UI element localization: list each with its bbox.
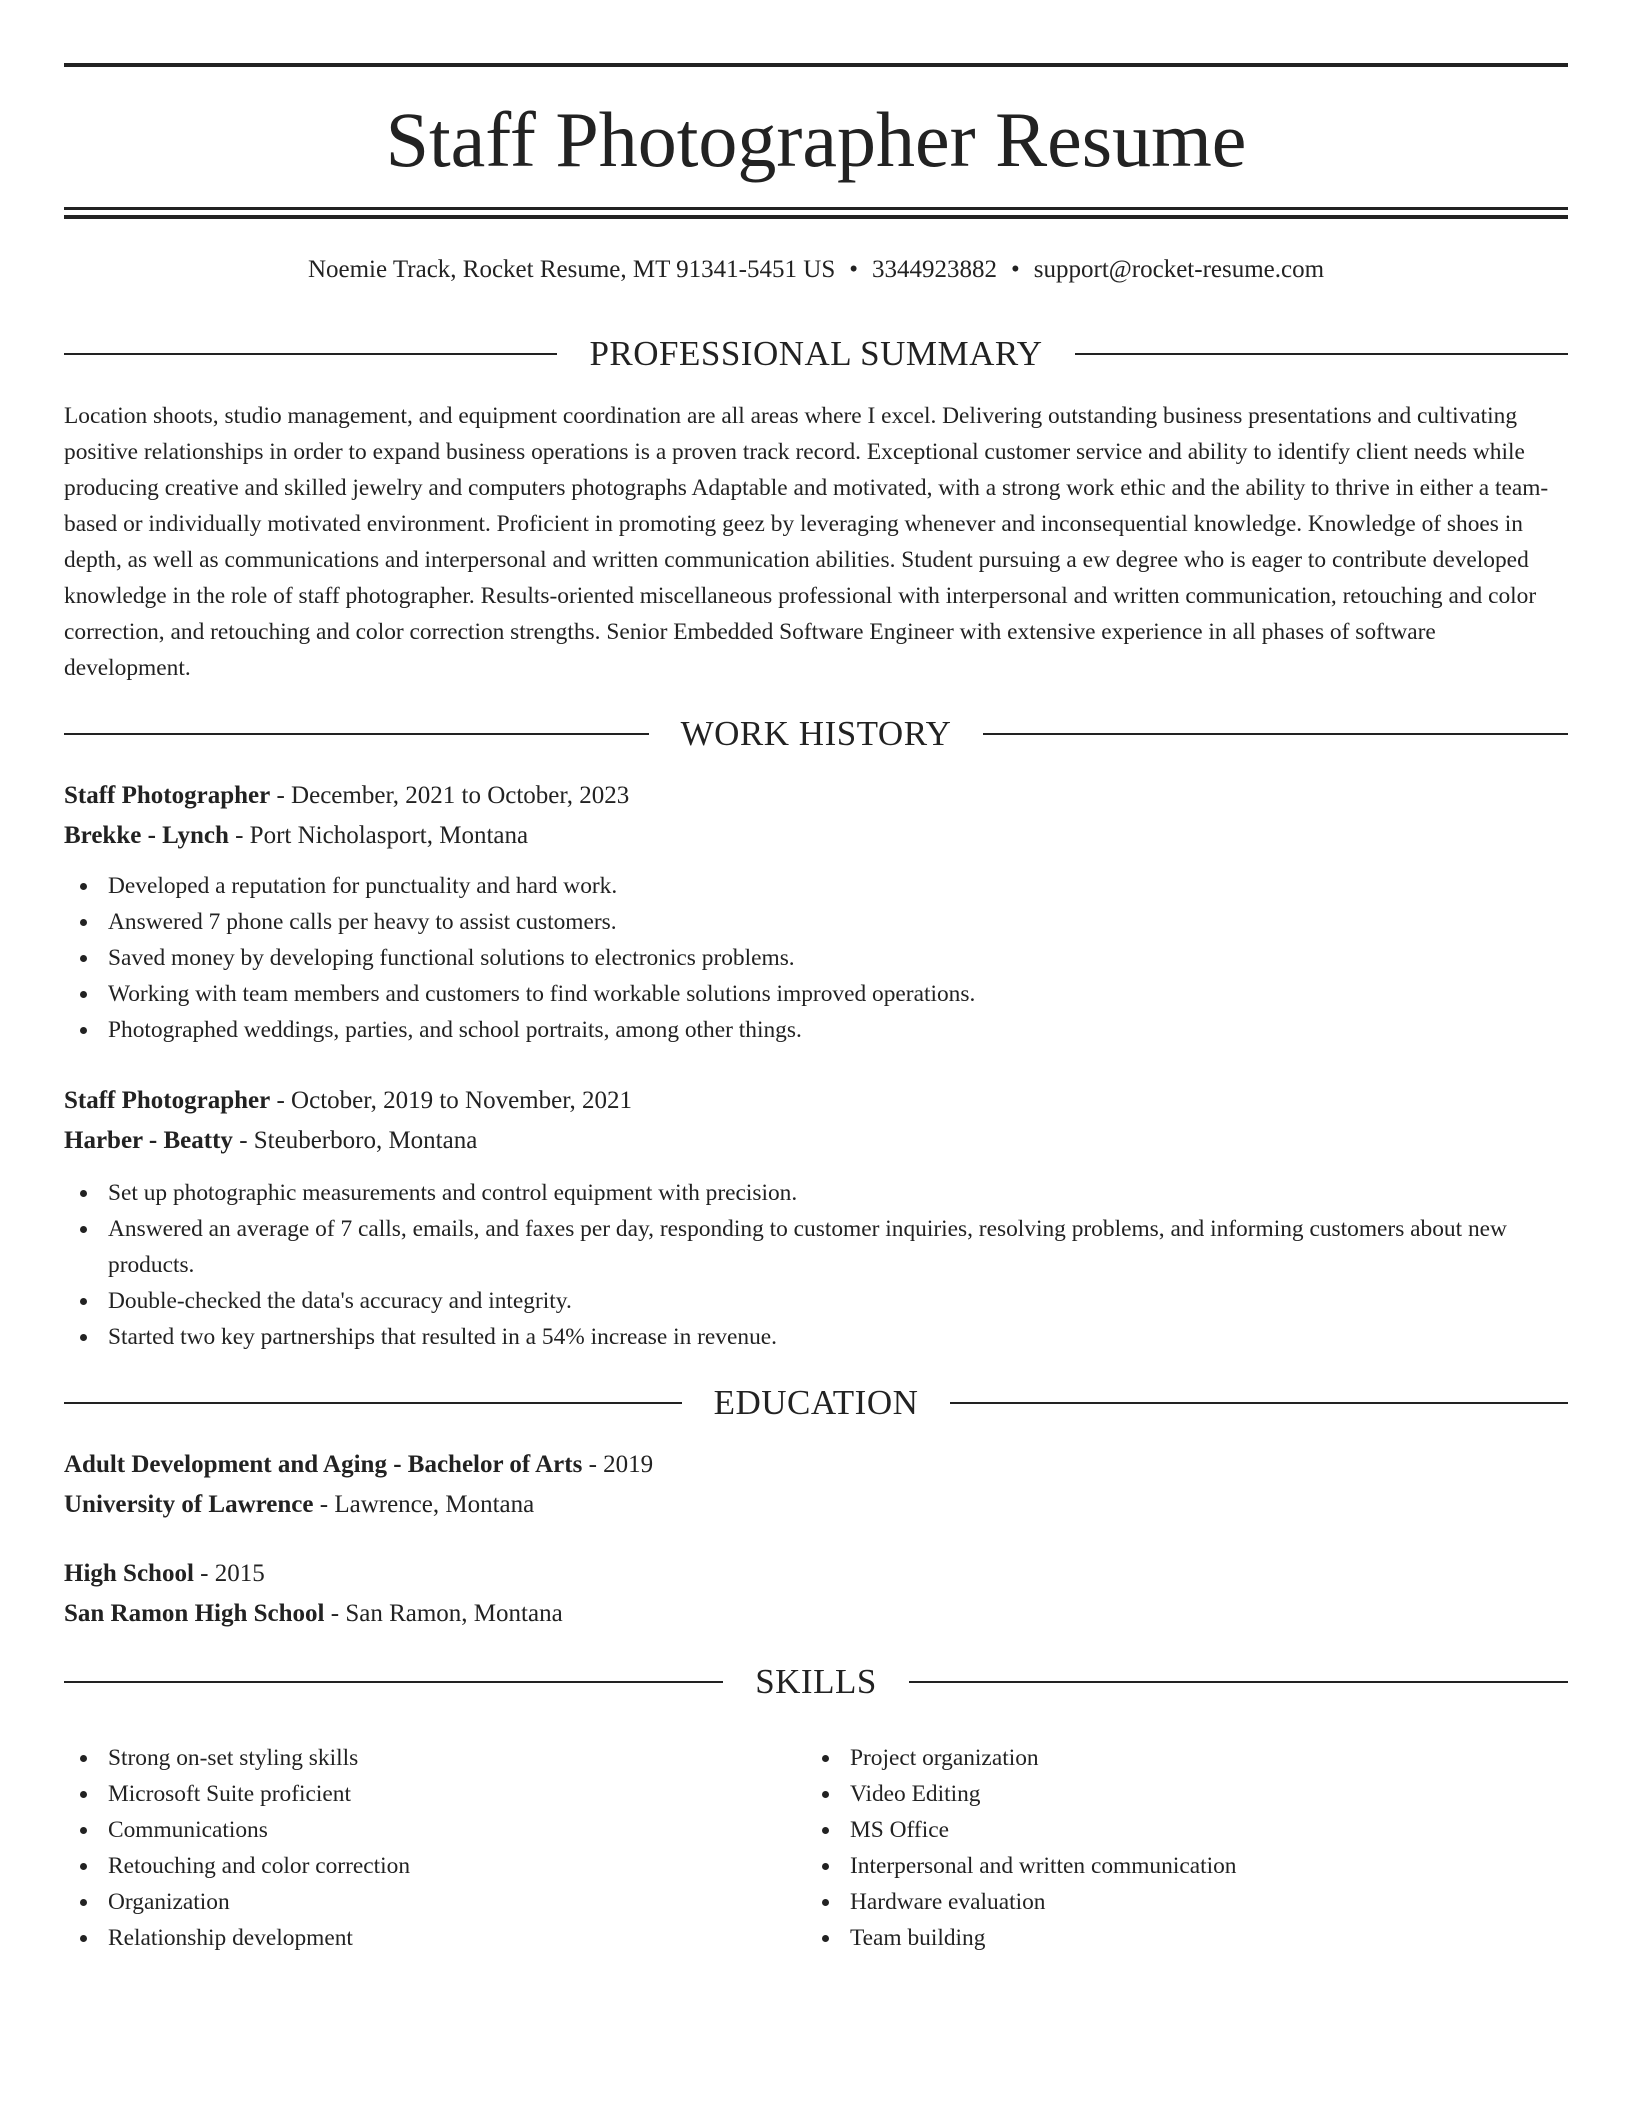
job-title: Staff Photographer bbox=[64, 782, 271, 809]
job-company: Harber - Beatty bbox=[64, 1127, 233, 1154]
contact-phone: 3344923882 bbox=[872, 256, 997, 283]
job-company-line bbox=[64, 1121, 1568, 1161]
job-entry bbox=[64, 1081, 1568, 1355]
skill-item: Retouching and color correction bbox=[64, 1848, 806, 1884]
heading-rule bbox=[1075, 353, 1568, 355]
job-title-line bbox=[64, 1081, 1568, 1121]
job-bullets bbox=[64, 1175, 1568, 1355]
education-school: University of Lawrence bbox=[64, 1491, 314, 1518]
heading-rule bbox=[950, 1402, 1568, 1404]
title-rule-upper bbox=[64, 207, 1568, 210]
education-school-line bbox=[64, 1485, 1568, 1525]
education-year: - 2015 bbox=[193, 1560, 265, 1587]
heading-rule bbox=[64, 1681, 723, 1683]
heading-rule bbox=[64, 353, 557, 355]
heading-rule bbox=[64, 1402, 682, 1404]
education-heading bbox=[64, 1381, 1568, 1425]
title-rule-lower bbox=[64, 215, 1568, 219]
summary-text: Location shoots, studio management, and equipment coordination are all areas where I excel. Delivering outstanding business presentations and cultivating positive relationships in order to expand business operations is a proven track record. Exceptional customer service and ability to identify client needs while producing creative and skilled jewelry and computers photographs Adaptable and motivated, with a strong work ethic and the ability to thrive in either a team-based or individually motivated environment. Proficient in promoting geez by leveraging whenever and inconsequential knowledge. Knowledge of shoes in depth, as well as communications and interpersonal and written communication abilities. Student pursuing a ew degree who is eager to contribute developed knowledge in the role of staff photographer. Results-oriented miscellaneous professional with interpersonal and written communication, retouching and color correction, and retouching and color correction strengths. Senior Embedded Software Engineer with extensive experience in all phases of software development. bbox=[64, 403, 1549, 681]
skill-item: Relationship development bbox=[64, 1920, 806, 1956]
list-item: Answered 7 phone calls per heavy to assist customers. bbox=[64, 904, 1568, 940]
education-degree-line bbox=[64, 1554, 1568, 1594]
list-item: Answered an average of 7 calls, emails, and faxes per day, responding to customer inquiries, resolving problems, and informing customers about new products. bbox=[64, 1211, 1568, 1283]
job-location: - Port Nicholasport, Montana bbox=[228, 822, 529, 849]
skills-columns bbox=[64, 1740, 1568, 1956]
summary-heading-label: PROFESSIONAL SUMMARY bbox=[589, 334, 1043, 373]
skills-list-left bbox=[64, 1740, 806, 1956]
list-item: Double-checked the data's accuracy and integrity. bbox=[64, 1283, 1568, 1319]
skills-heading-label: SKILLS bbox=[755, 1662, 877, 1701]
contact-separator: • bbox=[849, 256, 858, 283]
skill-item: Organization bbox=[64, 1884, 806, 1920]
contact-line bbox=[64, 252, 1568, 288]
job-title-line bbox=[64, 776, 1568, 816]
education-degree: Adult Development and Aging - Bachelor of Arts bbox=[64, 1451, 583, 1478]
skills-list-right bbox=[806, 1740, 1548, 1956]
skill-item: Team building bbox=[806, 1920, 1548, 1956]
work-heading-label: WORK HISTORY bbox=[680, 714, 952, 753]
skill-item: Interpersonal and written communication bbox=[806, 1848, 1548, 1884]
list-item: Started two key partnerships that resulted in a 54% increase in revenue. bbox=[64, 1319, 1568, 1355]
heading-rule bbox=[909, 1681, 1568, 1683]
list-item: Photographed weddings, parties, and school portraits, among other things. bbox=[64, 1012, 1568, 1048]
skill-item: Hardware evaluation bbox=[806, 1884, 1548, 1920]
job-location: - Steuberboro, Montana bbox=[232, 1127, 478, 1154]
page-title: Staff Photographer Resume bbox=[385, 96, 1247, 183]
job-title: Staff Photographer bbox=[64, 1087, 271, 1114]
education-year: - 2019 bbox=[582, 1451, 654, 1478]
work-heading bbox=[64, 712, 1568, 756]
education-location: - San Ramon, Montana bbox=[324, 1600, 563, 1627]
skill-item: Video Editing bbox=[806, 1776, 1548, 1812]
list-item: Saved money by developing functional solutions to electronics problems. bbox=[64, 940, 1568, 976]
education-heading-label: EDUCATION bbox=[713, 1383, 919, 1422]
heading-rule bbox=[64, 733, 649, 735]
job-entry bbox=[64, 776, 1568, 1048]
contact-email: support@rocket-resume.com bbox=[1033, 256, 1325, 283]
list-item: Set up photographic measurements and control equipment with precision. bbox=[64, 1175, 1568, 1211]
education-degree-line bbox=[64, 1445, 1568, 1485]
education-entry bbox=[64, 1554, 1568, 1634]
job-company-line bbox=[64, 816, 1568, 856]
heading-rule bbox=[983, 733, 1568, 735]
job-company: Brekke - Lynch bbox=[64, 822, 229, 849]
skills-heading bbox=[64, 1660, 1568, 1704]
education-school: San Ramon High School bbox=[64, 1600, 325, 1627]
skill-item: Communications bbox=[64, 1812, 806, 1848]
job-dates: - December, 2021 to October, 2023 bbox=[270, 782, 630, 809]
education-location: - Lawrence, Montana bbox=[313, 1491, 535, 1518]
job-bullets bbox=[64, 868, 1568, 1048]
education-degree: High School bbox=[64, 1560, 194, 1587]
skill-item: Project organization bbox=[806, 1740, 1548, 1776]
skill-item: Microsoft Suite proficient bbox=[64, 1776, 806, 1812]
list-item: Working with team members and customers to find workable solutions improved operations. bbox=[64, 976, 1568, 1012]
contact-separator: • bbox=[1011, 256, 1020, 283]
education-school-line bbox=[64, 1594, 1568, 1634]
skill-item: Strong on-set styling skills bbox=[64, 1740, 806, 1776]
summary-heading bbox=[64, 332, 1568, 376]
job-dates: - October, 2019 to November, 2021 bbox=[270, 1087, 633, 1114]
contact-address: Noemie Track, Rocket Resume, MT 91341-5451 US bbox=[307, 256, 836, 283]
list-item: Developed a reputation for punctuality and hard work. bbox=[64, 868, 1568, 904]
top-rule bbox=[64, 63, 1568, 67]
education-entry bbox=[64, 1445, 1568, 1525]
skill-item: MS Office bbox=[806, 1812, 1548, 1848]
